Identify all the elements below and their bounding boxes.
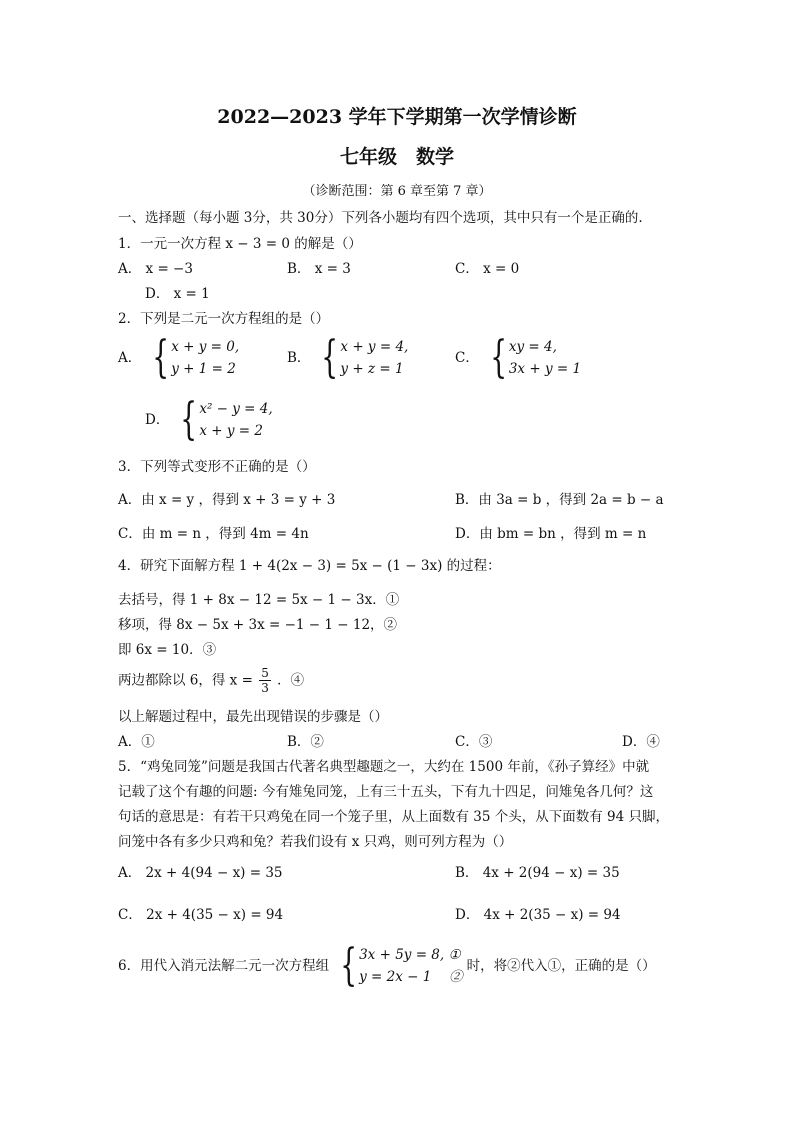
brace-icon: { — [340, 940, 358, 991]
question-4-step-2: 移项，得 8x − 5x + 3x = −1 − 1 − 12，② — [118, 617, 398, 633]
question-3-stem: 3．下列等式变形不正确的是（） — [118, 459, 316, 475]
fraction-denominator: 3 — [261, 681, 269, 695]
equation-line: x + y = 4, — [340, 339, 409, 355]
question-4-option-c: C．③ — [455, 734, 493, 750]
step-4-suffix: ．④ — [277, 672, 305, 689]
question-6-suffix: 时，将②代入①，正确的是（） — [466, 957, 656, 974]
option-label: C． — [455, 349, 479, 366]
question-3-option-d: D．由 bm = bn ，得到 m = n — [455, 526, 647, 542]
question-3-option-b: B．由 3a = b ，得到 2a = b − a — [455, 492, 664, 508]
section-heading: 一、选择题（每小题 3分，共 30分）下列各小题均有四个选项，其中只有一个是正确的. — [118, 210, 643, 226]
diagnosis-scope: （诊断范围：第 6 章至第 7 章） — [302, 184, 492, 199]
question-1-option-c: C． x = 0 — [455, 261, 520, 277]
question-5-option-a: A． 2x + 4(94 − x) = 35 — [118, 865, 283, 881]
question-5-line-3: 句话的意思是：有若干只鸡兔在同一个笼子里，从上面数有 35 个头，从下面数有 94 只脚， — [118, 809, 670, 825]
equation-line: xy = 4, — [508, 339, 557, 355]
question-4-option-b: B．② — [287, 734, 324, 750]
brace-icon: { — [180, 394, 198, 445]
question-1-option-d: D． x = 1 — [145, 286, 210, 302]
question-3-option-c: C．由 m = n ，得到 4m = 4n — [118, 526, 309, 542]
brace-icon: { — [152, 332, 170, 383]
question-5-option-c: C． 2x + 4(35 − x) = 94 — [118, 907, 284, 923]
option-label: B． — [287, 349, 311, 366]
question-2-option-a — [118, 332, 240, 383]
question-4-step-4 — [118, 666, 304, 695]
question-4-stem: 4．研究下面解方程 1 + 4(2x − 3) = 5x − (1 − 3x) 的过程： — [118, 558, 501, 574]
equation-line: x + y = 0, — [171, 339, 240, 355]
equation-line: x + y = 2 — [199, 423, 263, 439]
option-label: A． — [118, 349, 142, 366]
question-2-option-b — [287, 332, 409, 383]
question-2-stem: 2．下列是二元一次方程组的是（） — [118, 311, 330, 327]
fraction-numerator: 5 — [261, 666, 269, 680]
equation-line: y + z = 1 — [340, 361, 404, 377]
question-1-option-a: A． x = −3 — [118, 261, 193, 277]
brace-icon: { — [321, 332, 339, 383]
question-2-option-d — [145, 394, 273, 445]
question-3-option-a: A．由 x = y ，得到 x + 3 = y + 3 — [118, 492, 336, 508]
question-1-stem: 1．一元一次方程 x − 3 = 0 的解是（） — [118, 236, 362, 252]
question-5-line-2: 记载了这个有趣的问题: 今有雉兔同笼，上有三十五头，下有九十四足，问雉兔各几何？这 — [118, 784, 654, 800]
equation-line: 3x + 5y = 8, ① — [359, 947, 461, 963]
question-5-line-1: 5．“鸡兔同笼”问题是我国古代著名典型趣题之一，大约在 1500 年前，《孙子算经》中就 — [118, 759, 650, 775]
question-4-option-d: D．④ — [622, 734, 660, 750]
equation-line: x² − y = 4, — [199, 401, 273, 417]
question-6 — [118, 940, 656, 991]
equation-line: y + 1 = 2 — [171, 361, 236, 377]
fraction — [259, 666, 271, 695]
question-5-option-d: D． 4x + 2(35 − x) = 94 — [455, 907, 621, 923]
question-4-option-a: A．① — [118, 734, 155, 750]
equation-line: 3x + y = 1 — [508, 361, 582, 377]
question-1-option-b: B． x = 3 — [287, 261, 351, 277]
question-5-option-b: B． 4x + 2(94 − x) = 35 — [455, 865, 620, 881]
question-2-option-c — [455, 332, 582, 383]
equation-line: y = 2x − 1 ② — [359, 969, 463, 985]
brace-icon: { — [490, 332, 507, 383]
step-4-prefix: 两边都除以 6，得 x = — [118, 672, 253, 689]
page-subtitle: 七年级 数学 — [339, 146, 454, 168]
option-label: D． — [145, 411, 170, 428]
question-4-step-1: 去括号，得 1 + 8x − 12 = 5x − 1 − 3x．① — [118, 592, 400, 608]
page-title: 2022—2023 学年下学期第一次学情诊断 — [217, 106, 577, 128]
question-4-step-3: 即 6x = 10．③ — [118, 642, 217, 658]
question-5-line-4: 问笼中各有多少只鸡和兔？若我们设有 x 只鸡，则可列方程为（） — [118, 834, 513, 850]
question-4-prompt: 以上解题过程中，最先出现错误的步骤是（） — [118, 709, 388, 725]
question-6-prefix: 6．用代入消元法解二元一次方程组 — [118, 957, 330, 974]
